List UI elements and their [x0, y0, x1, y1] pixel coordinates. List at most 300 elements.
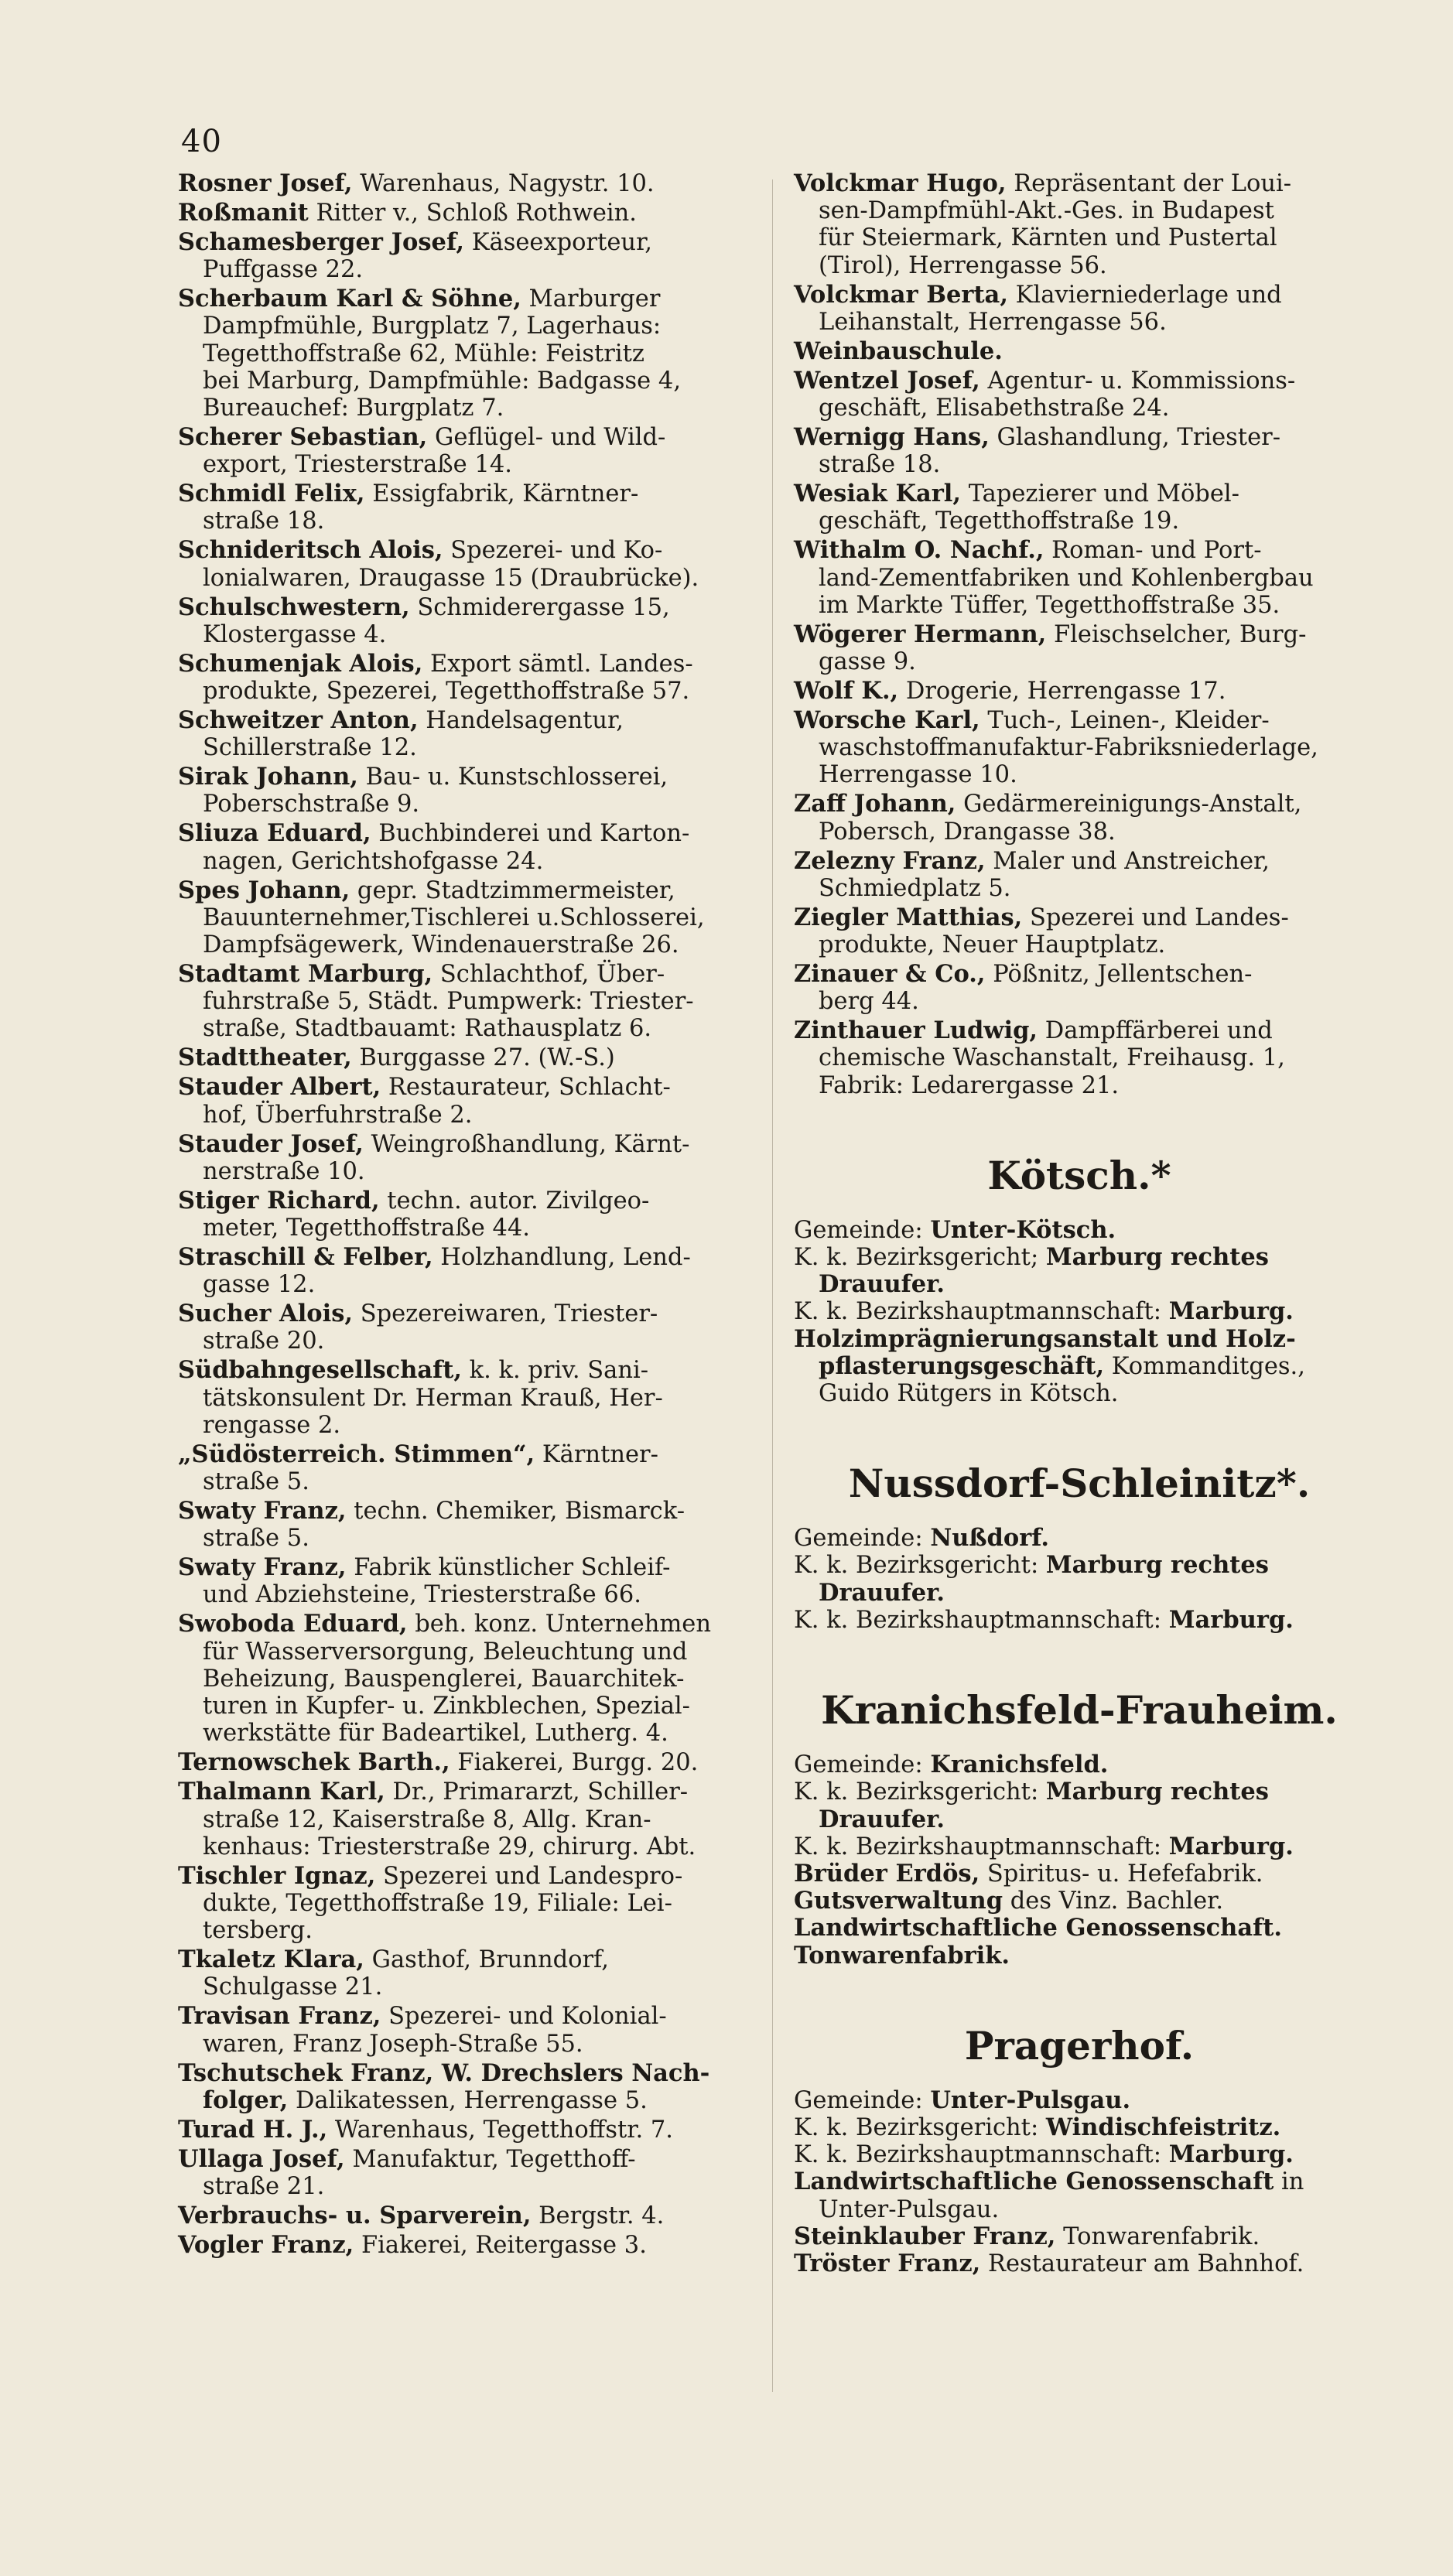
entry-line	[178, 2173, 749, 2200]
entry-line	[178, 1327, 749, 1355]
section-line	[794, 1326, 1365, 1353]
entry-line	[794, 1044, 1365, 1071]
section-line	[794, 2250, 1365, 2277]
entry-name: Swoboda Eduard,	[178, 1610, 408, 1638]
entry-text: nagen, Gerichtshofgasse 24.	[203, 847, 544, 875]
directory-entry	[178, 1749, 749, 1776]
section-line	[794, 2141, 1365, 2168]
entry-line	[178, 1158, 749, 1185]
entry-line	[794, 875, 1365, 902]
entry-line	[178, 1102, 749, 1129]
entry-text: Spezerei und Landespro-	[375, 1862, 683, 1890]
entry-line	[794, 678, 1365, 705]
entry-text: Essigfabrik, Kärntner-	[364, 480, 639, 508]
section-bold-text: pflasterungsgeschäft,	[819, 1351, 1105, 1380]
entry-text: kenhaus: Triesterstraße 29, chirurg. Abt.	[203, 1833, 696, 1860]
entry-line	[794, 1017, 1365, 1044]
entry-line	[794, 904, 1365, 931]
entry-text: hof, Überfuhrstraße 2.	[203, 1101, 473, 1129]
entry-line	[794, 707, 1365, 734]
entry-line	[178, 707, 749, 734]
locality-section	[794, 1152, 1365, 1407]
entry-line	[178, 1215, 749, 1242]
entry-name: Vogler Franz,	[178, 2230, 354, 2259]
entry-line	[794, 309, 1365, 336]
entry-name: Stadtamt Marburg,	[178, 960, 433, 989]
right-column	[794, 170, 1365, 2277]
entry-line	[178, 1778, 749, 1806]
section-bold-text: Drauufer.	[819, 1270, 945, 1299]
entry-line	[178, 2202, 749, 2229]
directory-entry	[178, 480, 749, 535]
entry-text: Klavierniederlage und	[1007, 281, 1282, 309]
section-text: des Vinz. Bachler.	[1003, 1888, 1224, 1915]
section-text: K. k. Bezirkshauptmannschaft:	[794, 1298, 1169, 1326]
entry-line	[178, 2146, 749, 2173]
entry-line	[178, 1611, 749, 1638]
entry-text: Schlachthof, Über-	[432, 961, 665, 989]
entry-line	[178, 2003, 749, 2030]
entry-line	[178, 1271, 749, 1298]
entry-name: Straschill & Felber,	[178, 1243, 433, 1272]
entry-text: Pobersch, Drangasse 38.	[819, 818, 1116, 846]
entry-line	[178, 1917, 749, 1944]
section-line	[794, 1778, 1365, 1806]
entry-line	[178, 931, 749, 958]
section-bold-text: Steinklauber Franz,	[794, 2222, 1056, 2250]
entry-line	[178, 1412, 749, 1439]
directory-entry	[178, 1441, 749, 1495]
section-bold-text: Drauufer.	[819, 1805, 945, 1833]
section-bold-text: Unter-Pulsgau.	[930, 2086, 1131, 2114]
entry-line	[178, 1973, 749, 2000]
entry-line	[178, 1525, 749, 1552]
entry-name: Wögerer Hermann,	[794, 620, 1047, 648]
entry-line	[794, 961, 1365, 988]
entry-text: Schmiedplatz 5.	[819, 874, 1011, 902]
directory-entry	[794, 282, 1365, 336]
entry-line	[178, 480, 749, 507]
entry-text: straße 5.	[203, 1468, 309, 1496]
section-text: Restaurateur am Bahnhof.	[980, 2250, 1304, 2277]
entry-name: Scherbaum Karl & Söhne,	[178, 285, 521, 313]
entry-name: Tkaletz Klara,	[178, 1946, 364, 1974]
entry-line	[178, 734, 749, 761]
directory-entry	[794, 424, 1365, 478]
section-line	[794, 1860, 1365, 1888]
directory-entry	[178, 1074, 749, 1128]
entry-line	[178, 1749, 749, 1776]
entry-text: Dampffärberei und	[1038, 1017, 1273, 1045]
entry-line	[178, 621, 749, 648]
entry-text: export, Triesterstraße 14.	[203, 451, 512, 479]
entry-text: Klostergasse 4.	[203, 620, 387, 648]
entry-line	[794, 734, 1365, 761]
entry-line	[178, 285, 749, 313]
directory-entry	[178, 229, 749, 283]
entry-line	[794, 338, 1365, 365]
entry-line	[794, 988, 1365, 1015]
entry-text: werkstätte für Badeartikel, Lutherg. 4.	[203, 1720, 668, 1748]
entry-name: Stauder Josef,	[178, 1129, 364, 1158]
locality-section	[794, 1460, 1365, 1634]
section-line	[794, 1833, 1365, 1860]
entry-line	[178, 877, 749, 904]
entry-text: Schulgasse 21.	[203, 1973, 383, 2001]
entry-line	[794, 480, 1365, 507]
entry-line	[178, 313, 749, 340]
entry-name: Zelezny Franz,	[794, 846, 986, 875]
directory-entry	[178, 200, 749, 227]
entry-line	[178, 1074, 749, 1101]
entry-line	[178, 1554, 749, 1581]
entry-line	[794, 621, 1365, 648]
section-line	[794, 1271, 1365, 1298]
entry-text: Dr., Primararzt, Schiller-	[385, 1778, 689, 1806]
entry-text: land-Zementfabriken und Kohlenbergbau	[819, 564, 1314, 592]
entry-line	[178, 2031, 749, 2058]
entry-name: Spes Johann,	[178, 876, 350, 904]
section-text: K. k. Bezirkshauptmannschaft:	[794, 1606, 1169, 1634]
directory-entry	[794, 961, 1365, 1015]
entry-text: Puffgasse 22.	[203, 256, 364, 284]
entry-line	[178, 594, 749, 621]
entry-name: Zaff Johann,	[794, 790, 956, 818]
section-line	[794, 1751, 1365, 1778]
entry-text: sen-Dampfmühl-Akt.-Ges. in Budapest	[819, 197, 1274, 225]
entry-name: Rosner Josef,	[178, 169, 353, 197]
section-line	[794, 1607, 1365, 1634]
entry-text: und Abziehsteine, Triesterstraße 66.	[203, 1581, 641, 1609]
entry-line	[794, 224, 1365, 251]
section-text: K. k. Bezirksgericht:	[794, 2113, 1046, 2141]
entry-line	[178, 1498, 749, 1525]
directory-entry	[178, 537, 749, 591]
entry-line	[178, 1693, 749, 1720]
entry-text: Bauunternehmer,Tischlerei u.Schlosserei,	[203, 904, 705, 931]
entry-line	[178, 1468, 749, 1495]
entry-name: Verbrauchs- u. Sparverein,	[178, 2201, 532, 2229]
entry-text: im Markte Tüffer, Tegetthoffstraße 35.	[819, 591, 1280, 619]
section-line	[794, 1552, 1365, 1579]
entry-text: geschäft, Tegetthoffstraße 19.	[819, 507, 1180, 535]
entry-name: folger,	[203, 2086, 289, 2114]
entry-name: Wolf K.,	[794, 677, 899, 705]
directory-entry	[178, 1044, 749, 1071]
entry-text: turen in Kupfer- u. Zinkblechen, Spezial-	[203, 1693, 690, 1720]
section-bold-text: Marburg rechtes	[1045, 1551, 1269, 1580]
entry-line	[178, 1300, 749, 1327]
section-line	[794, 1942, 1365, 1970]
entry-text: Bergstr. 4.	[531, 2202, 665, 2229]
directory-entry	[178, 2116, 749, 2144]
entry-line	[178, 1441, 749, 1468]
directory-entry	[178, 2232, 749, 2259]
entry-text: straße 18.	[819, 451, 941, 479]
entry-text: Fabrik: Ledarergasse 21.	[819, 1071, 1120, 1099]
section-bold-text: Drauufer.	[819, 1578, 945, 1607]
entry-text: Dalikatessen, Herrengasse 5.	[288, 2086, 648, 2114]
entry-name: Stauder Albert,	[178, 1073, 381, 1102]
section-text: Gemeinde:	[794, 1216, 931, 1244]
entry-name: Scherer Sebastian,	[178, 423, 428, 452]
entry-text: dukte, Tegetthoffstraße 19, Filiale: Lei-	[203, 1889, 672, 1917]
section-bold-text: Kranichsfeld.	[930, 1751, 1109, 1779]
entry-name: Withalm O. Nachf.,	[794, 536, 1044, 565]
entry-text: Spezerei- und Ko-	[443, 537, 663, 565]
entry-name: Volckmar Hugo,	[794, 169, 1007, 197]
entry-name: Roßmanit	[178, 199, 309, 227]
section-text: Unter-Pulsgau.	[819, 2195, 1000, 2223]
entry-line	[178, 256, 749, 283]
entry-text: Drogerie, Herrengasse 17.	[898, 678, 1226, 705]
directory-entry	[178, 424, 749, 478]
entry-text: gasse 12.	[203, 1271, 316, 1299]
entry-text: Weingroßhandlung, Kärnt-	[363, 1130, 690, 1158]
entry-text: Bau- u. Kunstschlosserei,	[357, 764, 668, 791]
entry-line	[178, 764, 749, 791]
section-text: Tonwarenfabrik.	[1055, 2222, 1260, 2250]
section-bold-text: Gutsverwaltung	[794, 1887, 1003, 1915]
entry-line	[178, 424, 749, 451]
entry-text: Fiakerei, Reitergasse 3.	[354, 2231, 647, 2259]
entry-text: straße 21.	[203, 2172, 325, 2200]
entry-line	[178, 1187, 749, 1215]
entry-name: Schweitzer Anton,	[178, 706, 419, 735]
directory-entry	[178, 877, 749, 959]
section-bold-text: Marburg.	[1168, 1605, 1294, 1634]
entry-name: Ternowschek Barth.,	[178, 1748, 450, 1777]
entry-text: Herrengasse 10.	[819, 761, 1017, 789]
entry-line	[178, 988, 749, 1015]
entry-text: Geflügel- und Wild-	[427, 424, 666, 452]
entry-text: Handelsagentur,	[418, 707, 624, 735]
entry-line	[178, 1015, 749, 1042]
section-bold-text: Nußdorf.	[930, 1524, 1049, 1553]
section-bold-text: Landwirtschaftliche Genossenschaft	[794, 2168, 1274, 2196]
directory-entry	[178, 1131, 749, 1185]
section-line	[794, 2087, 1365, 2114]
entry-line	[794, 170, 1365, 197]
entry-name: Schulschwestern,	[178, 593, 410, 621]
entry-text: nerstraße 10.	[203, 1157, 365, 1185]
section-text: K. k. Bezirkshauptmannschaft:	[794, 2141, 1169, 2169]
directory-entry	[178, 707, 749, 761]
entry-text: tersberg.	[203, 1917, 313, 1945]
directory-entry	[178, 1300, 749, 1355]
directory-entry	[178, 285, 749, 422]
entry-text: Tuch-, Leinen-, Kleider-	[979, 707, 1270, 735]
directory-entry	[178, 170, 749, 197]
entry-line	[178, 904, 749, 931]
entry-line	[794, 282, 1365, 309]
entry-text: fuhrstraße 5, Städt. Pumpwerk: Triester-	[203, 988, 694, 1016]
entry-line	[178, 961, 749, 988]
right-entries	[794, 170, 1365, 1099]
entry-text: Bureauchef: Burgplatz 7.	[203, 395, 504, 422]
section-text: Kommanditges.,	[1104, 1352, 1305, 1380]
entry-line	[794, 367, 1365, 395]
entry-text: Agentur- u. Kommissions-	[979, 367, 1296, 395]
locality-section	[794, 2022, 1365, 2277]
entry-name: Travisan Franz,	[178, 2002, 381, 2031]
directory-entry	[794, 621, 1365, 675]
entry-name: Wesiak Karl,	[794, 480, 961, 508]
entry-line	[794, 592, 1365, 619]
entry-text: straße, Stadtbauamt: Rathausplatz 6.	[203, 1015, 652, 1043]
entry-text: beh. konz. Unternehmen	[407, 1611, 711, 1638]
entry-text: Roman- und Port-	[1044, 537, 1262, 565]
entry-text: für Wasserversorgung, Beleuchtung und	[203, 1638, 688, 1666]
entry-text: Spezerei und Landes-	[1022, 904, 1289, 931]
section-text: K. k. Bezirksgericht;	[794, 1244, 1046, 1272]
entry-line	[794, 791, 1365, 818]
directory-entry	[178, 2003, 749, 2057]
section-text: K. k. Bezirkshauptmannschaft:	[794, 1833, 1169, 1860]
section-text: Gemeinde:	[794, 1525, 931, 1553]
entry-text: Gasthof, Brunndorf,	[364, 1946, 609, 1974]
entry-text: Buchbinderei und Karton-	[371, 820, 690, 848]
directory-entry	[794, 791, 1365, 845]
entry-text: Dampfmühle, Burgplatz 7, Lagerhaus:	[203, 313, 662, 340]
directory-entry	[178, 1357, 749, 1439]
entry-line	[178, 1863, 749, 1890]
entry-text: Burggasse 27. (W.-S.)	[351, 1044, 615, 1072]
entry-line	[178, 565, 749, 592]
entry-line	[178, 848, 749, 875]
entry-name: Sliuza Eduard,	[178, 819, 371, 848]
section-bold-text: Landwirtschaftliche Genossenschaft.	[794, 1914, 1282, 1942]
entry-text: Leihanstalt, Herrengasse 56.	[819, 308, 1167, 336]
section-line	[794, 2114, 1365, 2141]
directory-entry	[178, 1946, 749, 2000]
entry-text: Tapezierer und Möbel-	[961, 480, 1239, 508]
directory-entry	[178, 961, 749, 1043]
entry-text: rengasse 2.	[203, 1411, 341, 1439]
entry-line	[794, 395, 1365, 422]
entry-text: straße 18.	[203, 507, 325, 535]
entry-line	[794, 197, 1365, 224]
section-text: Guido Rütgers in Kötsch.	[819, 1380, 1119, 1408]
directory-entry	[178, 1778, 749, 1860]
entry-line	[178, 451, 749, 478]
section-line	[794, 1353, 1365, 1380]
entry-text: Maler und Anstreicher,	[985, 847, 1270, 875]
entry-line	[178, 1638, 749, 1666]
entry-line	[178, 2087, 749, 2114]
entry-line	[794, 451, 1365, 478]
section-text: K. k. Bezirksgericht:	[794, 1778, 1046, 1806]
entry-text: Ritter v., Schloß Rothwein.	[308, 200, 637, 227]
section-title: Kranichsfeld-Frauheim.	[821, 1687, 1338, 1734]
entry-line	[178, 1890, 749, 1917]
entry-name: Südbahngesellschaft,	[178, 1356, 462, 1385]
entry-line	[178, 1946, 749, 1973]
directory-entry	[178, 1611, 749, 1747]
entry-text: Spezerei- und Kolonial-	[381, 2003, 667, 2031]
section-text: Gemeinde:	[794, 1751, 931, 1779]
directory-entry	[178, 820, 749, 874]
directory-entry	[178, 2202, 749, 2229]
entry-line	[178, 791, 749, 818]
entry-text: Fabrik künstlicher Schleif-	[346, 1554, 671, 1582]
entry-name: Wernigg Hans,	[794, 423, 990, 452]
entry-text: chemische Waschanstalt, Freihausg. 1,	[819, 1044, 1285, 1072]
entry-line	[794, 252, 1365, 279]
entry-name: Schumenjak Alois,	[178, 649, 423, 678]
section-line	[794, 1888, 1365, 1915]
entry-text: straße 5.	[203, 1525, 309, 1553]
section-title: Pragerhof.	[964, 2022, 1195, 2069]
entry-line	[178, 395, 749, 422]
entry-line	[178, 1131, 749, 1158]
entry-name: Turad H. J.,	[178, 2115, 328, 2144]
entry-name: Wentzel Josef,	[794, 366, 980, 395]
directory-entry	[178, 1244, 749, 1298]
directory-entry	[178, 764, 749, 818]
entry-line	[178, 1806, 749, 1833]
directory-entry	[794, 367, 1365, 422]
entry-line	[794, 1072, 1365, 1099]
entry-name: Schamesberger Josef,	[178, 228, 465, 256]
entry-line	[794, 761, 1365, 788]
entry-text: waschstoffmanufaktur-Fabriksniederlage,	[819, 734, 1318, 762]
entry-name: Ziegler Matthias,	[794, 903, 1023, 931]
section-title: Kötsch.*	[987, 1152, 1171, 1198]
entry-text: bei Marburg, Dampfmühle: Badgasse 4,	[203, 367, 682, 395]
entry-text: Tegetthoffstraße 62, Mühle: Feistritz	[203, 340, 644, 367]
entry-name: Worsche Karl,	[794, 706, 980, 735]
entry-line	[178, 678, 749, 705]
section-text: Spiritus- u. Hefefabrik.	[979, 1860, 1263, 1888]
entry-text: Schillerstraße 12.	[203, 734, 417, 762]
entry-text: lonialwaren, Draugasse 15 (Draubrücke).	[203, 564, 699, 592]
section-bold-text: Windischfeistritz.	[1045, 2113, 1281, 2141]
entry-line	[178, 2060, 749, 2087]
entry-line	[178, 507, 749, 535]
section-bold-text: Marburg.	[1168, 2140, 1294, 2169]
entry-line	[794, 931, 1365, 958]
directory-entry	[794, 904, 1365, 958]
entry-name: Schnideritsch Alois,	[178, 536, 443, 565]
entry-line	[178, 170, 749, 197]
entry-text: Warenhaus, Nagystr. 10.	[352, 170, 655, 197]
section-bold-text: Marburg.	[1168, 1832, 1294, 1860]
entry-text: Restaurateur, Schlacht-	[381, 1074, 671, 1102]
section-text: Gemeinde:	[794, 2086, 931, 2114]
directory-entry	[794, 537, 1365, 619]
entry-text: techn. autor. Zivilgeo-	[379, 1187, 650, 1215]
directory-entry	[794, 480, 1365, 535]
entry-text: (Tirol), Herrengasse 56.	[819, 251, 1107, 279]
entry-text: Beheizung, Bauspenglerei, Bauarchitek-	[203, 1665, 685, 1693]
entry-line	[794, 537, 1365, 564]
entry-name: Thalmann Karl,	[178, 1778, 385, 1806]
entry-text: Spezereiwaren, Triester-	[353, 1300, 658, 1328]
directory-entry	[794, 848, 1365, 902]
section-line	[794, 2223, 1365, 2250]
entry-text: gasse 9.	[819, 648, 916, 676]
entry-text: straße 20.	[203, 1327, 325, 1355]
section-bold-text: Marburg rechtes	[1045, 1243, 1269, 1272]
entry-text: Fleischselcher, Burg-	[1046, 620, 1307, 648]
entry-name: Sirak Johann,	[178, 763, 358, 791]
entry-text: Käseexporteur,	[464, 229, 652, 256]
section-line	[794, 1915, 1365, 1942]
directory-entry	[178, 651, 749, 705]
entry-text: Repräsentant der Loui-	[1006, 170, 1292, 197]
section-bold-text: Marburg.	[1168, 1297, 1294, 1326]
